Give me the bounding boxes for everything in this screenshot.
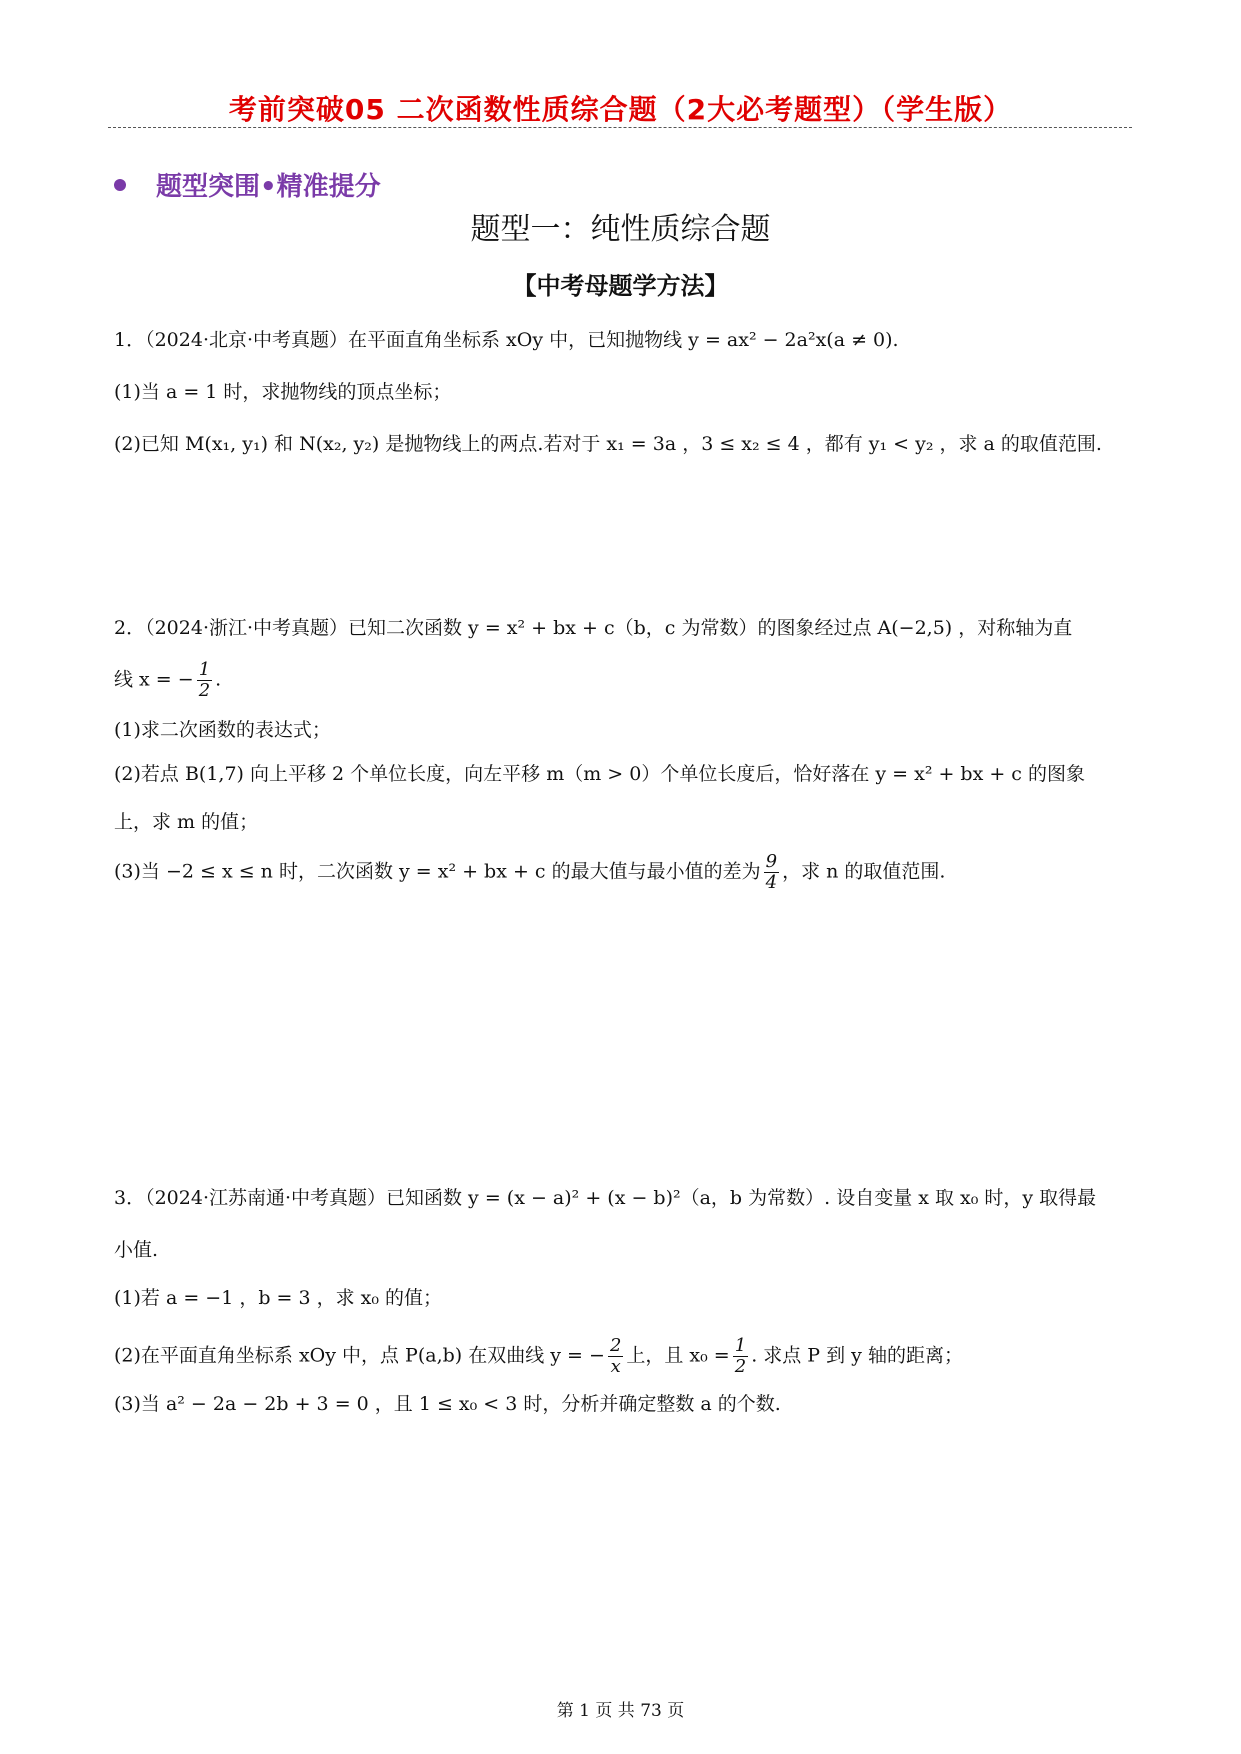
period: .	[215, 668, 222, 691]
problem-3-part-2-mid: 上，且 x₀ =	[626, 1344, 730, 1367]
type-heading: 题型一：纯性质综合题	[470, 212, 771, 247]
fraction-numerator: 1	[198, 659, 211, 680]
problem-1-part-1: (1)当 a = 1 时，求抛物线的顶点坐标；	[114, 381, 452, 403]
section-label: 题型突围•精准提分	[156, 172, 381, 202]
problem-1-part-2: (2)已知 M(x₁, y₁) 和 N(x₂, y₂) 是抛物线上的两点.若对于 x₁ = 3a ，3 ≤ x₂ ≤ 4 ，都有 y₁ < y₂ ，求 a 的取值范围.	[114, 433, 1102, 455]
problem-2-axis-text: 线 x = −	[114, 668, 194, 691]
problem-3-part-2-text: (2)在平面直角坐标系 xOy 中，点 P(a,b) 在双曲线 y = −	[114, 1344, 605, 1367]
problem-2-part-3	[114, 852, 1134, 893]
fraction	[733, 1336, 748, 1377]
fraction-numerator: 1	[734, 1335, 747, 1356]
problem-2-stem-cont	[114, 660, 1134, 701]
problem-2-part-1: (1)求二次函数的表达式；	[114, 719, 331, 741]
problem-3-stem-cont: 小值.	[114, 1239, 159, 1261]
problem-3-part-2	[114, 1336, 1134, 1377]
problem-2-part-2-cont: 上，求 m 的值；	[114, 811, 259, 833]
header-divider	[108, 127, 1132, 128]
problem-2-part-2: (2)若点 B(1,7) 向上平移 2 个单位长度，向左平移 m（m > 0）个单位长度后，恰好落在 y = x² + bx + c 的图象	[114, 763, 1085, 785]
problem-3-part-1: (1)若 a = −1 ，b = 3 ，求 x₀ 的值；	[114, 1287, 443, 1309]
page-footer: 第 1 页 共 73 页	[556, 1701, 685, 1721]
fraction-numerator: 2	[609, 1335, 622, 1356]
problem-3-part-2-tail: . 求点 P 到 y 轴的距离；	[751, 1344, 963, 1367]
problem-1-stem: 1．（2024·北京·中考真题）在平面直角坐标系 xOy 中，已知抛物线 y = ax² − 2a²x(a ≠ 0).	[114, 329, 899, 351]
problem-2-stem: 2．（2024·浙江·中考真题）已知二次函数 y = x² + bx + c（b，c 为常数）的图象经过点 A(−2,5) ，对称轴为直	[114, 617, 1073, 639]
fraction	[764, 852, 779, 893]
fraction-numerator: 9	[765, 851, 778, 872]
fraction	[608, 1336, 623, 1377]
fraction	[197, 660, 212, 701]
section-banner	[114, 166, 381, 203]
bullet-dot-icon	[114, 179, 126, 191]
problem-3-stem: 3．（2024·江苏南通·中考真题）已知函数 y = (x − a)² + (x − b)²（a，b 为常数）. 设自变量 x 取 x₀ 时，y 取得最	[114, 1187, 1097, 1209]
fraction-denominator: 2	[734, 1356, 747, 1377]
document-title: 考前突破05 二次函数性质综合题（2大必考题型）（学生版）	[228, 93, 1013, 126]
problem-3-part-3: (3)当 a² − 2a − 2b + 3 = 0 ，且 1 ≤ x₀ < 3 时，分析并确定整数 a 的个数.	[114, 1393, 781, 1415]
fraction-denominator: x	[610, 1356, 621, 1377]
fraction-denominator: 4	[765, 872, 778, 893]
problem-2-part-3-tail: ，求 n 的取值范围.	[782, 860, 946, 883]
method-subheading: 【中考母题学方法】	[512, 272, 729, 300]
fraction-denominator: 2	[198, 680, 211, 701]
problem-2-part-3-text: (3)当 −2 ≤ x ≤ n 时，二次函数 y = x² + bx + c 的最大值与最小值的差为	[114, 860, 761, 883]
